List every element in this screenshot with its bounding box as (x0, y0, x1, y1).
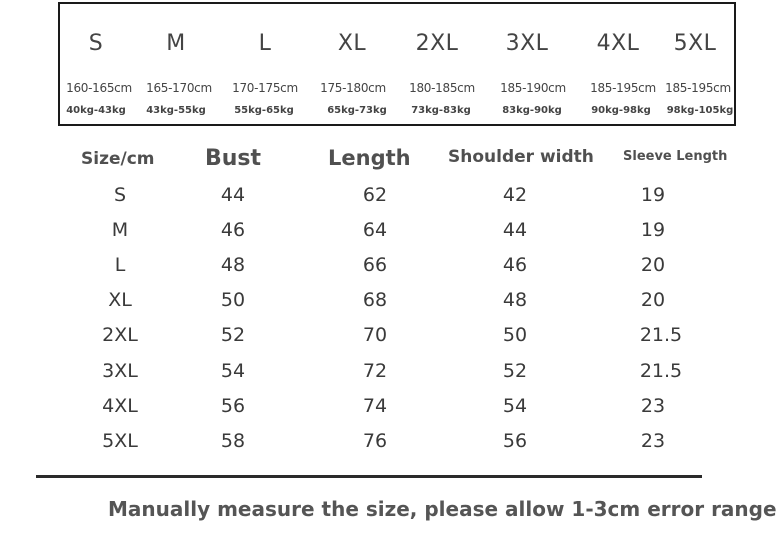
size-label: L (258, 31, 272, 56)
table-cell-length: 72 (362, 360, 388, 382)
weight-range: 55kg-65kg (234, 105, 294, 116)
weight-range: 98kg-105kg (666, 105, 734, 116)
weight-range: 73kg-83kg (411, 105, 471, 116)
size-label: 4XL (596, 31, 640, 56)
table-cell-sleeve: 20 (640, 254, 666, 276)
height-range: 180-185cm (409, 81, 475, 95)
table-cell-sleeve: 19 (640, 219, 666, 241)
weight-range: 83kg-90kg (502, 105, 562, 116)
table-cell-size: L (114, 254, 126, 276)
table-cell-length: 62 (362, 184, 388, 206)
size-label: 3XL (505, 31, 549, 56)
divider (36, 475, 702, 478)
column-header-shoulder-width: Shoulder width (448, 147, 594, 167)
size-label: S (88, 31, 104, 56)
table-cell-size: 4XL (102, 395, 138, 417)
table-cell-shoulder: 50 (502, 324, 528, 346)
table-cell-length: 76 (362, 430, 388, 452)
table-cell-bust: 52 (220, 324, 246, 346)
table-cell-size: M (111, 219, 129, 241)
size-label: XL (337, 31, 367, 56)
height-range: 185-195cm (665, 81, 731, 95)
height-range: 175-180cm (320, 81, 386, 95)
table-cell-bust: 56 (220, 395, 246, 417)
table-cell-shoulder: 52 (502, 360, 528, 382)
height-range: 160-165cm (66, 81, 132, 95)
size-label: M (166, 31, 186, 56)
weight-range: 40kg-43kg (66, 105, 126, 116)
table-cell-shoulder: 42 (502, 184, 528, 206)
weight-range: 90kg-98kg (591, 105, 651, 116)
weight-range: 65kg-73kg (327, 105, 387, 116)
height-range: 185-190cm (500, 81, 566, 95)
table-cell-size: XL (108, 289, 132, 311)
table-cell-length: 64 (362, 219, 388, 241)
column-header-length: Length (328, 146, 411, 170)
table-cell-sleeve: 23 (640, 430, 666, 452)
table-cell-size: 5XL (102, 430, 138, 452)
table-cell-length: 74 (362, 395, 388, 417)
table-cell-bust: 46 (220, 219, 246, 241)
table-cell-size: 3XL (102, 360, 138, 382)
table-cell-bust: 58 (220, 430, 246, 452)
table-cell-bust: 54 (220, 360, 246, 382)
column-header-size: Size/cm (81, 149, 155, 169)
table-cell-sleeve: 20 (640, 289, 666, 311)
size-label: 2XL (415, 31, 459, 56)
table-cell-shoulder: 56 (502, 430, 528, 452)
table-cell-length: 70 (362, 324, 388, 346)
height-range: 170-175cm (232, 81, 298, 95)
table-cell-size: 2XL (102, 324, 138, 346)
table-cell-bust: 44 (220, 184, 246, 206)
table-cell-sleeve: 21.5 (639, 324, 683, 346)
table-cell-sleeve: 19 (640, 184, 666, 206)
table-cell-shoulder: 48 (502, 289, 528, 311)
height-range: 165-170cm (146, 81, 212, 95)
table-cell-shoulder: 54 (502, 395, 528, 417)
measurement-note: Manually measure the size, please allow 1-3cm error range (108, 497, 777, 521)
table-cell-length: 66 (362, 254, 388, 276)
table-cell-size: S (113, 184, 127, 206)
table-cell-length: 68 (362, 289, 388, 311)
table-cell-sleeve: 23 (640, 395, 666, 417)
size-label: 5XL (673, 31, 717, 56)
table-cell-shoulder: 44 (502, 219, 528, 241)
column-header-bust: Bust (205, 146, 262, 171)
table-cell-shoulder: 46 (502, 254, 528, 276)
column-header-sleeve-length: Sleeve Length (623, 149, 728, 164)
height-range: 185-195cm (590, 81, 656, 95)
table-cell-bust: 50 (220, 289, 246, 311)
weight-range: 43kg-55kg (146, 105, 206, 116)
table-cell-sleeve: 21.5 (639, 360, 683, 382)
table-cell-bust: 48 (220, 254, 246, 276)
